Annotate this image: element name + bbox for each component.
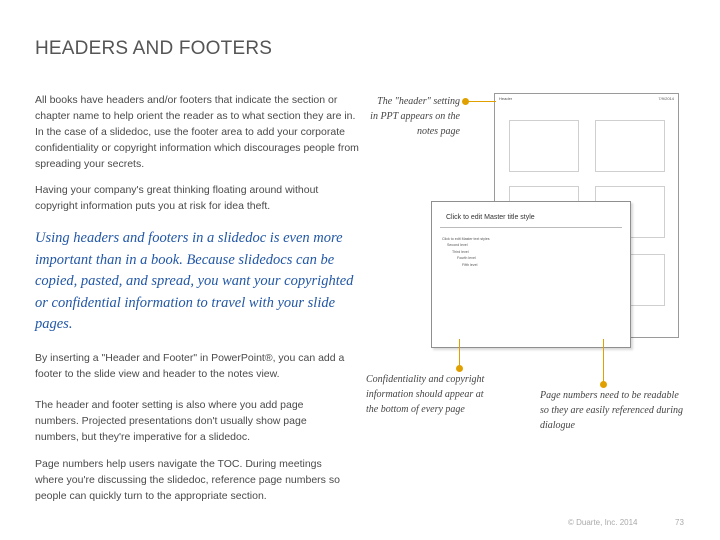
slide-divider — [440, 227, 622, 228]
page-numbers-annotation: Page numbers need to be readable so they are easily referenced during dialogue — [540, 390, 684, 431]
slide-title: Click to edit Master title style — [446, 214, 535, 221]
page-numbers-paragraph: The header and footer setting is also where you add page numbers. Projected presentations don't usually show page numbers, but they're imperative for a slidedoc. — [35, 399, 307, 443]
notes-header-right: 7/9/2014 — [658, 96, 674, 101]
bullet-level-3: Third level — [452, 249, 469, 254]
page-number-connector-line — [603, 339, 604, 384]
navigation-paragraph: Page numbers help users navigate the TOC. During meetings where you're discussing the slidedoc, reference page numbers so people can quickly turn to the appropriate section. — [35, 458, 340, 502]
bullet-level-5: Fifth level — [462, 262, 478, 267]
bullet-level-4: Fourth level — [457, 256, 476, 261]
notes-header-left: Header — [499, 96, 513, 101]
slide-master-illustration — [431, 201, 631, 348]
bullet-level-1: Click to edit Master text styles — [442, 237, 490, 241]
page-title: HEADERS AND FOOTERS — [35, 38, 273, 59]
intro-paragraph: All books have headers and/or footers that indicate the section or chapter name to help orient the reader as to what section they are in. In the case of a slidedoc, use the footer area to add your corporate confidentiality or copyright information which discourages people from spreading your secrets. — [35, 94, 359, 170]
confidentiality-annotation: Confidentiality and copyright information should appear at the bottom of every page — [366, 374, 485, 415]
idea-theft-paragraph: Having your company's great thinking floating around without copyright information puts you at risk for idea theft. — [35, 184, 319, 212]
pull-quote: Using headers and footers in a slidedoc is even more important than in a book. Because slidedocs can be copied, pasted, and spread, you want your copyrighted or confidential information to travel with your slide pages. — [35, 230, 354, 333]
page-number-connector-dot — [600, 381, 607, 388]
header-connector-line — [466, 101, 496, 102]
header-connector-dot — [462, 98, 469, 105]
notes-thumbnail — [509, 120, 579, 172]
slide-bullets — [442, 236, 490, 268]
footer-copyright: © Duarte, Inc. 2014 — [568, 518, 638, 527]
header-annotation: The "header" setting in PPT appears on the notes page — [370, 96, 460, 137]
bullet-level-2: Second level — [447, 243, 468, 248]
footer-page-number: 73 — [675, 518, 684, 527]
header-footer-paragraph: By inserting a "Header and Footer" in PowerPoint®, you can add a footer to the slide view and header to the notes view. — [35, 352, 345, 380]
notes-thumbnail — [595, 120, 665, 172]
confidentiality-connector-dot — [456, 365, 463, 372]
